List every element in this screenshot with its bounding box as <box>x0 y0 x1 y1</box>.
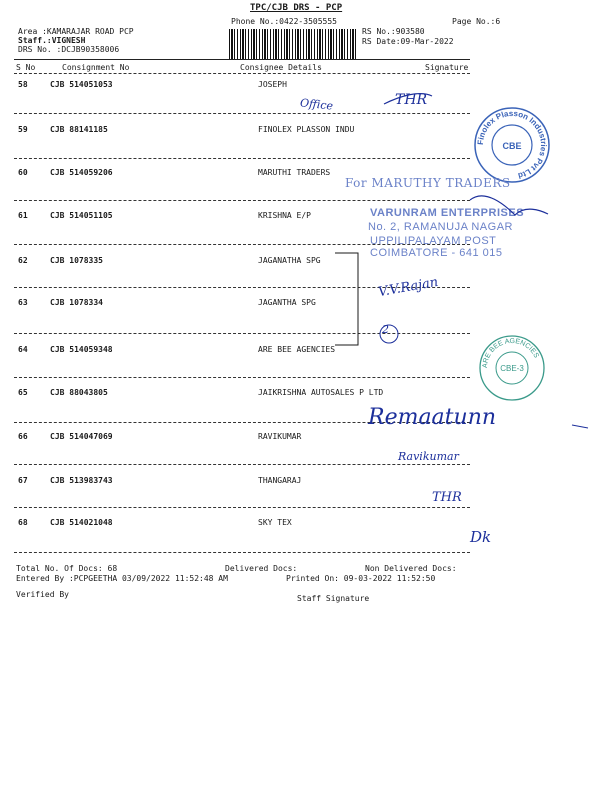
column-rule <box>14 73 470 74</box>
header-rule <box>14 59 470 60</box>
finolex-ring-text: Finolex Plasson Industries Pvt Ltd <box>475 108 549 181</box>
printed-on: Printed On: 09-03-2022 11:52:50 <box>286 574 436 583</box>
rs-number: RS No.:903580 <box>362 27 425 36</box>
row-divider <box>14 507 470 508</box>
row-sno: 60 <box>18 168 28 177</box>
non-delivered-docs: Non Delivered Docs: <box>365 564 457 573</box>
row-consignment: CJB 1078334 <box>50 298 103 307</box>
row-sno: 59 <box>18 125 28 134</box>
handwritten-ravikumar: Ravikumar <box>398 450 459 463</box>
finolex-company-stamp <box>472 105 552 185</box>
row-divider <box>14 464 470 465</box>
handwritten-thr-row67: THR <box>432 490 462 505</box>
handwritten-thr-row58: THR <box>395 92 428 108</box>
row-consignment: CJB 88043805 <box>50 388 108 397</box>
row-consignee: SKY TEX <box>258 518 292 527</box>
varunram-stamp-line4: COIMBATORE - 641 015 <box>370 247 503 259</box>
row-divider <box>14 333 470 334</box>
area-label: Area :KAMARAJAR ROAD PCP <box>18 27 134 36</box>
handwritten-number: 2 <box>382 323 389 336</box>
handwritten-rema: Remaatunn <box>368 405 497 430</box>
row-consignee: RAVIKUMAR <box>258 432 302 441</box>
handwritten-rajan: V.V.Rajan <box>377 274 440 301</box>
row-sno: 68 <box>18 518 28 527</box>
row-consignee: ARE BEE AGENCIES <box>258 345 336 354</box>
page-number: Page No.:6 <box>452 17 501 26</box>
drs-number: DRS No. :DCJB90358006 <box>18 45 120 54</box>
arebee-center-text: CBE-3 <box>500 364 524 373</box>
row-consignee: KRISHNA E/P <box>258 211 311 220</box>
signature-stroke <box>572 425 588 428</box>
row-consignee: FINOLEX PLASSON INDU <box>258 125 355 134</box>
bracket-line <box>335 253 358 345</box>
row-consignee: MARUTHI TRADERS <box>258 168 331 177</box>
row-consignment: CJB 514051105 <box>50 211 113 220</box>
row-sno: 64 <box>18 345 28 354</box>
row-consignment: CJB 514021048 <box>50 518 113 527</box>
row-divider <box>14 113 470 114</box>
row-consignment: CJB 88141185 <box>50 125 108 134</box>
total-docs: Total No. Of Docs: 68 <box>16 564 118 573</box>
arebee-ring-text: ARE BEE AGENCIES <box>481 337 540 369</box>
row-divider <box>14 158 470 159</box>
rs-date: RS Date:09-Mar-2022 <box>362 37 454 46</box>
row-consignment: CJB 514051053 <box>50 80 113 89</box>
row-consignee: JAGANTHA SPG <box>258 298 316 307</box>
column-consignee: Consignee Details <box>240 63 322 72</box>
row-consignment: CJB 514059348 <box>50 345 113 354</box>
maruthy-stamp: For MARUTHY TRADERS <box>345 176 511 190</box>
row-divider <box>14 377 470 378</box>
column-consignment: Consignment No <box>62 63 130 72</box>
varunram-stamp-line1: VARUNRAM ENTERPRISES <box>370 207 525 219</box>
column-sno: S No <box>16 63 36 72</box>
column-signature: Signature <box>425 63 469 72</box>
row-sno: 61 <box>18 211 28 220</box>
row-divider <box>14 200 470 201</box>
phone-number: Phone No.:0422-3505555 <box>231 17 337 26</box>
row-consignee: JAGANATHA SPG <box>258 256 321 265</box>
handwritten-initials: Dk <box>470 528 492 546</box>
row-sno: 66 <box>18 432 28 441</box>
entered-by: Entered By :PCPGEETHA 03/09/2022 11:52:48 AM <box>16 574 228 583</box>
handwritten-office: Office <box>299 96 334 113</box>
staff-signature-label: Staff Signature <box>297 594 370 603</box>
row-sno: 63 <box>18 298 28 307</box>
row-sno: 65 <box>18 388 28 397</box>
varunram-stamp-line2: No. 2, RAMANUJA NAGAR <box>368 221 513 233</box>
row-consignment: CJB 1078335 <box>50 256 103 265</box>
row-sno: 62 <box>18 256 28 265</box>
row-consignee: JOSEPH <box>258 80 287 89</box>
document-title: TPC/CJB DRS - PCP <box>250 3 343 13</box>
row-consignee: JAIKRISHNA AUTOSALES P LTD <box>258 388 384 397</box>
barcode <box>229 29 356 59</box>
row-consignment: CJB 514047069 <box>50 432 113 441</box>
arebee-company-stamp <box>477 333 547 403</box>
finolex-center-text: CBE <box>502 141 522 151</box>
row-sno: 67 <box>18 476 28 485</box>
row-sno: 58 <box>18 80 28 89</box>
row-consignment: CJB 514059206 <box>50 168 113 177</box>
verified-by: Verified By <box>16 590 69 599</box>
row-consignment: CJB 513983743 <box>50 476 113 485</box>
varunram-stamp-line3: UPPILIPALAYAM POST <box>370 235 497 247</box>
staff-label: Staff.:VIGNESH <box>18 36 86 45</box>
row-divider <box>14 552 470 553</box>
delivered-docs: Delivered Docs: <box>225 564 298 573</box>
row-consignee: THANGARAJ <box>258 476 302 485</box>
